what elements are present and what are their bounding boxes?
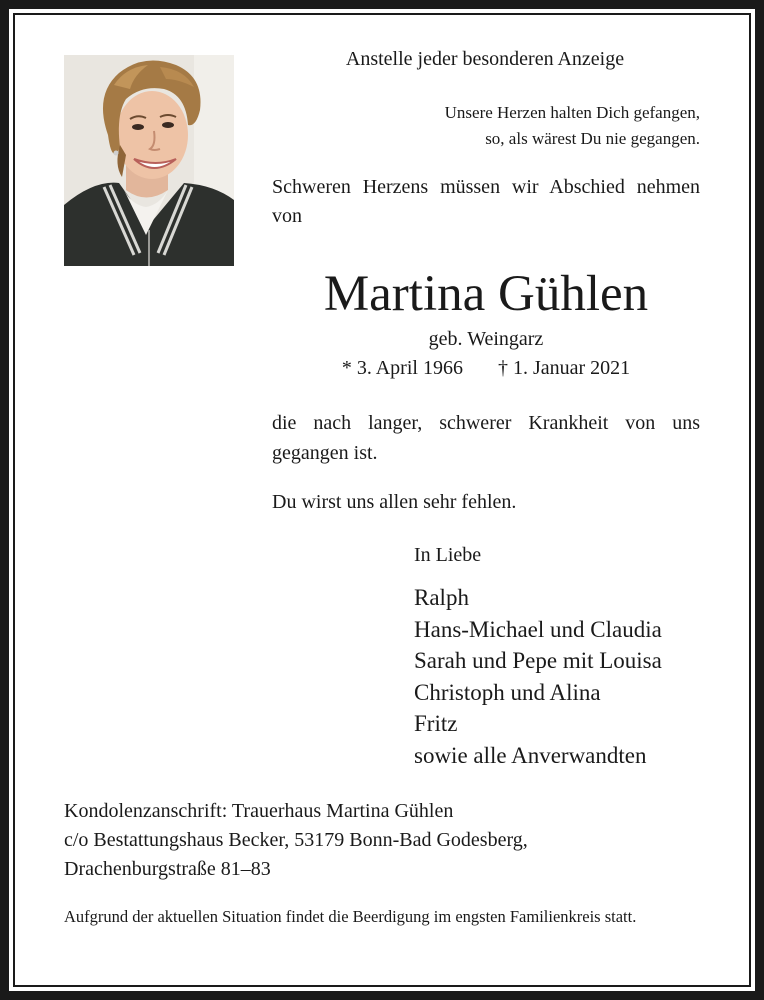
intro-text: Schweren Herzens müssen wir Abschied nehmen von <box>272 176 700 227</box>
mourner-item: Fritz <box>414 711 458 736</box>
address-line: c/o Bestattungshaus Becker, 53179 Bonn-Bad Godesberg, <box>64 829 528 851</box>
mourner-item: Christoph und Alina <box>414 679 601 705</box>
funeral-notice: Aufgrund der aktuellen Situation findet die Beerdigung im engsten Familienkreis statt. <box>64 907 637 926</box>
condolence-address <box>64 797 528 884</box>
maiden-name: geb. Weingarz <box>428 328 544 350</box>
birth-date: * 3. April 1966 <box>341 357 463 379</box>
mourner-item: Ralph <box>414 585 469 610</box>
header-note: Anstelle jeder besonderen Anzeige <box>345 48 625 70</box>
mourner-item: Sarah und Pepe mit Louisa <box>414 648 662 673</box>
motto-verse <box>300 100 700 152</box>
address-line: Kondolenzanschrift: Trauerhaus Martina Gühlen <box>64 800 454 822</box>
life-dates <box>272 357 700 380</box>
farewell-text: Du wirst uns allen sehr fehlen. <box>272 491 517 513</box>
motto-line: so, als wärest Du nie gegangen. <box>485 129 700 148</box>
mourner-item: sowie alle Anverwandten <box>414 742 647 768</box>
portrait-photo-image <box>64 55 234 266</box>
motto-line: Unsere Herzen halten Dich gefangen, <box>444 103 700 122</box>
body-text: die nach langer, schwerer Krankheit von uns gegangen ist. <box>272 412 700 464</box>
mourner-item: Hans-Michael und Claudia <box>414 616 662 642</box>
death-date: † 1. Januar 2021 <box>497 357 631 379</box>
address-line: Drachenburgstraße 81–83 <box>64 858 271 880</box>
portrait-photo <box>64 55 234 266</box>
closing-phrase: In Liebe <box>414 544 482 566</box>
deceased-name: Martina Gühlen <box>323 266 649 322</box>
mourners-list <box>414 582 662 771</box>
